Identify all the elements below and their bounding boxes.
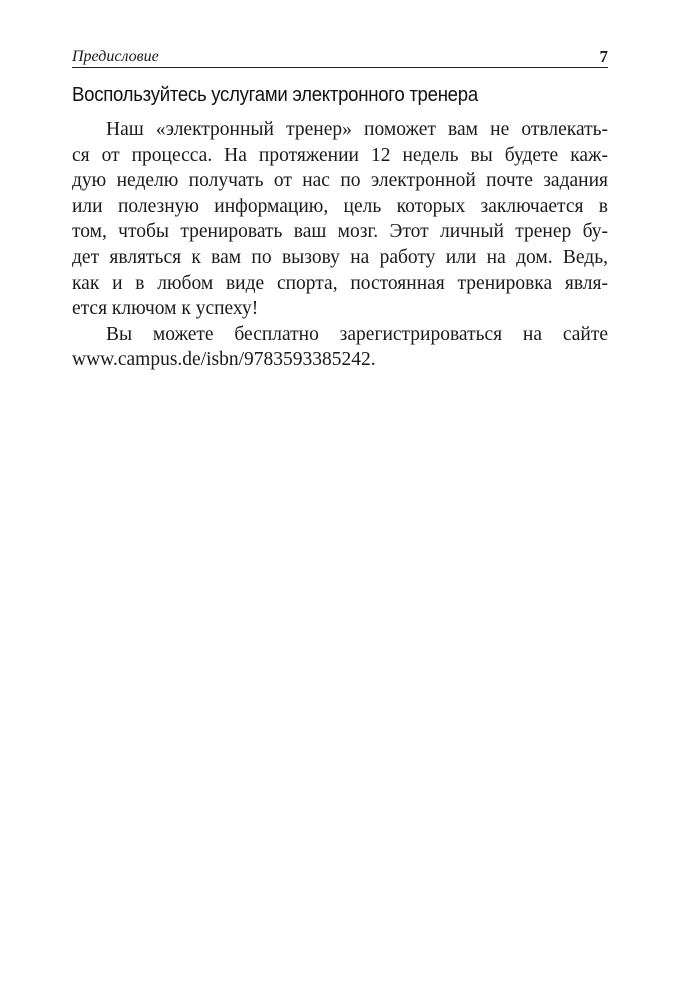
paragraph — [72, 322, 608, 373]
page-number: 7 — [599, 47, 608, 66]
running-header — [72, 47, 608, 68]
paragraph — [72, 117, 608, 322]
section-heading: Воспользуйтесь услугами электронного тренера — [72, 84, 478, 106]
text-line: ся от процесса. На протяжении 12 недель вы будете каж- — [72, 144, 608, 166]
text-line: том, чтобы тренировать ваш мозг. Этот личный тренер бу- — [72, 221, 608, 243]
text-line: Наш «электронный тренер» поможет вам не отвлекать- — [106, 119, 608, 140]
text-line: ется ключом к успеху! — [72, 298, 259, 320]
website-link-text: www.campus.de/isbn/9783593385242. — [72, 349, 376, 371]
text-line: дую неделю получать от нас по электронной почте задания — [72, 170, 608, 192]
text-line: Вы можете бесплатно зарегистрироваться на сайте — [106, 323, 608, 345]
text-line: как и в любом виде спорта, постоянная тренировка явля- — [72, 272, 608, 294]
body-text — [72, 117, 608, 373]
section-title: Предисловие — [72, 48, 159, 65]
text-line: дет являться к вам по вызову на работу или на дом. Ведь, — [72, 246, 608, 268]
text-line: или полезную информацию, цель которых заключается в — [72, 195, 608, 217]
